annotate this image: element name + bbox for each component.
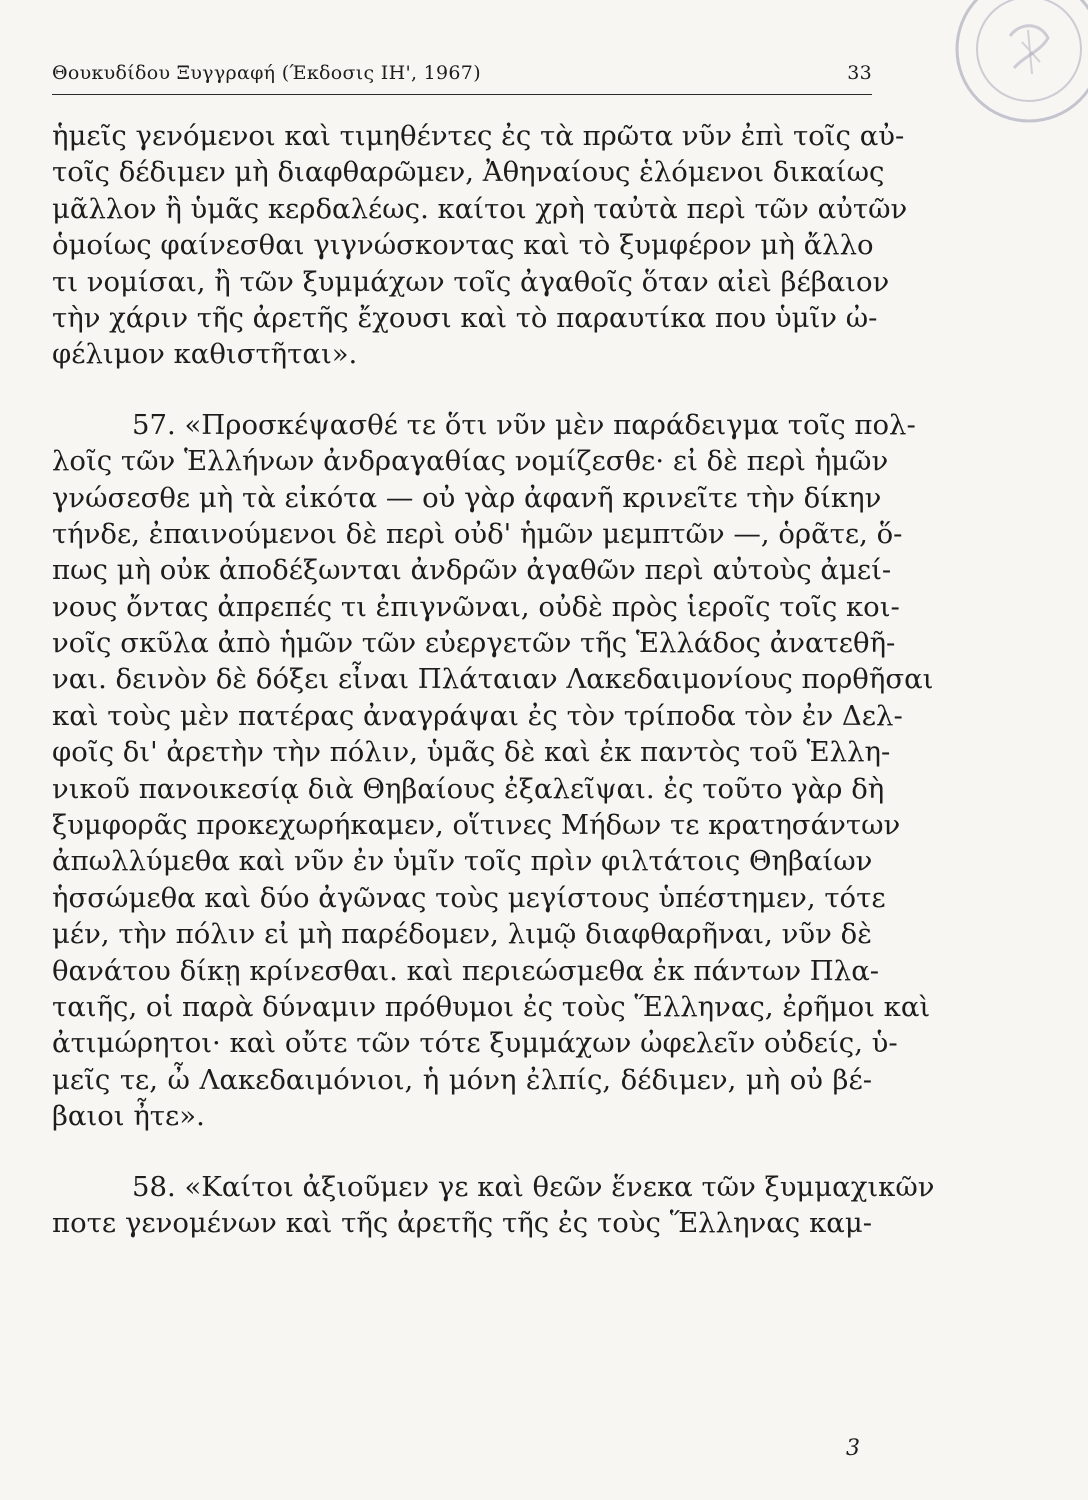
- paragraph-gap: [52, 1135, 872, 1169]
- text-line: ἡμεῖς γενόμενοι καὶ τιμηθέντες ἐς τὰ πρῶτα νῦν ἐπὶ τοῖς αὐ-: [52, 120, 905, 152]
- text-line: φοῖς δι' ἀρετὴν τὴν πόλιν, ὑμᾶς δὲ καὶ ἐκ παντὸς τοῦ Ἑλλη-: [52, 736, 891, 769]
- section-57-start: 57. «Προσκέψασθέ τε ὅτι νῦν μὲν παράδειγμα τοῖς πολ-: [132, 408, 916, 441]
- text-line: νοῖς σκῦλα ἀπὸ ἡμῶν τῶν εὐεργετῶν τῆς Ἑλλάδος ἀνατεθῆ-: [52, 627, 896, 660]
- text-line: φέλιμον καθιστῆται».: [52, 338, 358, 371]
- text-line: μᾶλλον ἢ ὑμᾶς κερδαλέως. καίτοι χρὴ ταὐτὰ περὶ τῶν αὐτῶν: [52, 192, 908, 225]
- text-line: τι νομίσαι, ἢ τῶν ξυμμάχων τοῖς ἀγαθοῖς ὅταν αἰεὶ βέβαιον: [52, 265, 890, 298]
- text-line: θανάτου δίκῃ κρίνεσθαι. καὶ περιεώσμεθα ἐκ πάντων Πλα-: [52, 954, 880, 987]
- library-stamp-seal: [944, 0, 1088, 134]
- text-line: μεῖς τε, ὦ Λακεδαιμόνιοι, ἡ μόνη ἐλπίς, δέδιμεν, μὴ οὐ βέ-: [52, 1063, 872, 1096]
- page-number: 33: [847, 62, 872, 84]
- running-header: [52, 62, 872, 96]
- text-line: νικοῦ πανοικεσίᾳ διὰ Θηβαίους ἐξαλεῖψαι. ἐς τοῦτο γὰρ δὴ: [52, 772, 885, 805]
- text-line: καὶ τοὺς μὲν πατέρας ἀναγράψαι ἐς τὸν τρίποδα τὸν ἐν Δελ-: [52, 699, 903, 732]
- body-text: [52, 118, 935, 1241]
- text-line: ἀτιμώρητοι· καὶ οὔτε τῶν τότε ξυμμάχων ὠφελεῖν οὐδείς, ὑ-: [52, 1027, 898, 1060]
- text-line: ξυμφορᾶς προκεχωρήκαμεν, οἵτινες Μήδων τε κρατησάντων: [52, 809, 901, 842]
- text-line: ναι. δεινὸν δὲ δόξει εἶναι Πλάταιαν Λακεδαιμονίους πορθῆσαι: [52, 663, 934, 696]
- text-line: ὁμοίως φαίνεσθαι γιγνώσκοντας καὶ τὸ ξυμφέρον μὴ ἄλλο: [52, 229, 874, 262]
- text-line: ἀπωλλύμεθα καὶ νῦν ἐν ὑμῖν τοῖς πρὶν φιλτάτοις Θηβαίων: [52, 845, 873, 878]
- text-line: νους ὄντας ἀπρεπές τι ἐπιγνῶναι, οὐδὲ πρὸς ἱεροῖς τοῖς κοι-: [52, 590, 900, 623]
- text-line: μέν, τὴν πόλιν εἰ μὴ παρέδομεν, λιμῷ διαφθαρῆναι, νῦν δὲ: [52, 918, 872, 951]
- text-line: ποτε γενομένων καὶ τῆς ἀρετῆς τῆς ἐς τοὺς Ἕλληνας καμ-: [52, 1206, 872, 1239]
- text-line: λοῖς τῶν Ἑλλήνων ἀνδραγαθίας νομίζεσθε· εἰ δὲ περὶ ἡμῶν: [52, 445, 889, 478]
- text-line: πως μὴ οὐκ ἀποδέξωνται ἀνδρῶν ἀγαθῶν περὶ αὐτοὺς ἀμεί-: [52, 554, 892, 587]
- running-title: Θουκυδίδου Ξυγγραφή (Έκδοσις ΙΗ', 1967): [52, 62, 481, 84]
- section-58-start: 58. «Καίτοι ἀξιοῦμεν γε καὶ θεῶν ἕνεκα τῶν ξυμμαχικῶν: [132, 1170, 935, 1203]
- text-line: τήνδε, ἐπαινούμενοι δὲ περὶ οὐδ' ἡμῶν μεμπτῶν —, ὁρᾶτε, ὅ-: [52, 517, 903, 550]
- text-line: βαιοι ἦτε».: [52, 1100, 205, 1133]
- paragraph-gap: [52, 373, 872, 407]
- header-rule: [52, 94, 872, 95]
- text-line: γνώσεσθε μὴ τὰ εἰκότα — οὐ γὰρ ἀφανῆ κρινεῖτε τὴν δίκην: [52, 481, 882, 514]
- text-line: τοῖς δέδιμεν μὴ διαφθαρῶμεν, Ἀθηναίους ἑλόμενοι δικαίως: [52, 156, 885, 189]
- text-line: τὴν χάριν τῆς ἀρετῆς ἔχουσι καὶ τὸ παραυτίκα που ὑμῖν ὠ-: [52, 301, 878, 334]
- signature-mark: 3: [846, 1436, 860, 1461]
- text-line: ἡσσώμεθα καὶ δύο ἀγῶνας τοὺς μεγίστους ὑπέστημεν, τότε: [52, 881, 886, 914]
- text-line: ταιῆς, οἱ παρὰ δύναμιν πρόθυμοι ἐς τοὺς Ἕλληνας, ἐρῆμοι καὶ: [52, 990, 931, 1023]
